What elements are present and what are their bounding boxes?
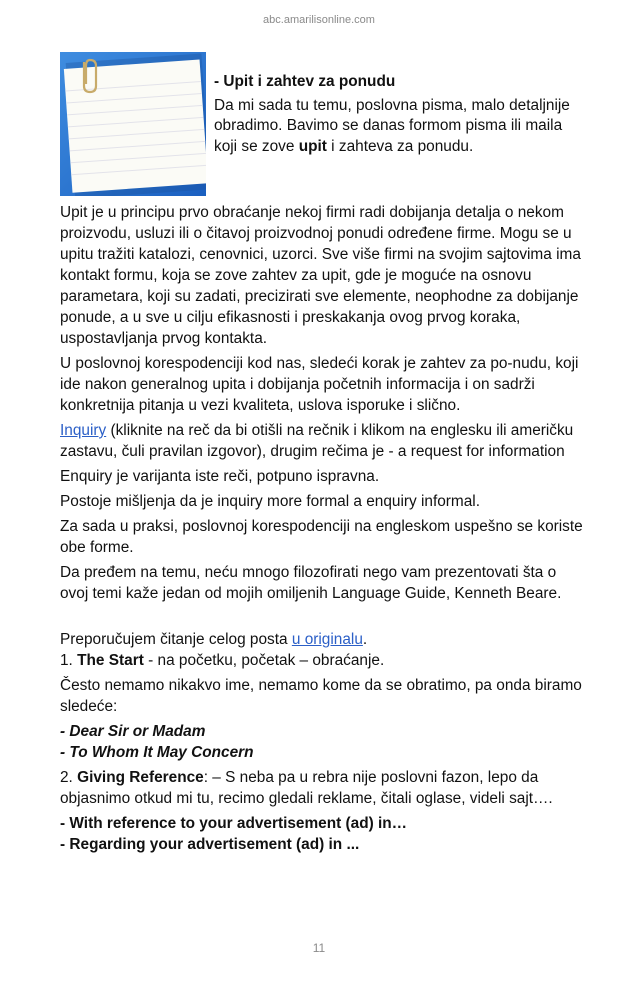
paragraph-7: Da pređem na temu, neću mnogo filozofirati nego vam prezentovati šta o ovoj temi kaže jedan od mojih omiljenih Language Guide, Kenneth Beare. <box>60 564 562 602</box>
sticky-note-icon <box>60 52 206 196</box>
paragraph-1: Upit je u principu prvo obraćanje nekoj firmi radi dobijanja detalja o nekom proizvodu, usluzi ili o čitavoj proizvodnoj ponudi određene firme. Mogu se u upitu tražiti katalozi, cenovnici, uzorci. Sve više firmi na svojim sajtovima ima kontakt formu, koja se zove zahtev za upit, gde je moguće na osnovu parametara, koji su zadati, precizirati sve elemente, neophodne za dobijanje ponude, a u sve u cilju efikasnosti i preskakanja ovog prvog koraka, uspostavljanja prvog kontakta. <box>60 204 581 347</box>
example-4: - Regarding your advertisement (ad) in ... <box>60 836 360 853</box>
intro-block <box>214 72 584 157</box>
example-3: - With reference to your advertisement (ad) in… <box>60 815 408 832</box>
section-2-number: 2. <box>60 769 78 786</box>
paragraph-4: Enquiry je varijanta iste reči, potpuno ispravna. <box>60 468 380 485</box>
section-1-text: - na početku, početak – obraćanje. <box>143 652 385 669</box>
section-1-title: The Start <box>77 652 144 669</box>
inquiry-link[interactable]: Inquiry <box>60 422 107 439</box>
site-header: abc.amarilisonline.com <box>263 14 375 26</box>
paragraph-2: U poslovnoj korespodenciji kod nas, sledeći korak je zahtev za po-nudu, koji ide nakon generalnog upita i dobijanja početnih informacija i on sadrži konkretnija pitanja u vezi kvaliteta, uslova isporuke i slično. <box>60 355 579 414</box>
section-1 <box>60 650 585 671</box>
paragraph-3-text: (kliknite na reč da bi otišli na rečnik i klikom na englesku ili američku zastavu, čuli pravilan izgovor), drugim rečima je - a request for information <box>60 422 574 460</box>
example-2: - To Whom It May Concern <box>60 744 254 761</box>
example-1: - Dear Sir or Madam <box>60 723 206 740</box>
intro-paragraph <box>214 96 584 158</box>
paragraph-5: Postoje mišljenja da je inquiry more formal a enquiry informal. <box>60 493 481 510</box>
section-2-title: Giving Reference <box>77 769 204 786</box>
paragraph-9: Često nemamo nikakvo ime, nemamo kome da se obratimo, pa onda biramo sledeće: <box>60 677 582 715</box>
section-2 <box>60 767 585 809</box>
intro-text-1: Da mi sada tu temu, poslovna pisma, malo detaljnije obradimo. Bavimo se danas formom pisma ili maila koji se zove <box>214 96 570 155</box>
paragraph-8-end: . <box>362 631 368 648</box>
paragraph-3 <box>60 420 585 462</box>
intro-bold-word: upit <box>298 137 327 155</box>
section-2-text: : – S neba pa u rebra nije poslovni fazon, lepo da objasnimo otkud mi tu, recimo gledali reklame, čitali oglase, videli sajt…. <box>60 769 553 807</box>
paragraph-6: Za sada u praksi, poslovnoj korespodenciji na engleskom uspešno se koriste obe forme. <box>60 518 583 556</box>
main-content <box>60 202 585 859</box>
page-number: 11 <box>312 941 326 955</box>
intro-text-2: i zahteva za ponudu. <box>326 137 474 155</box>
paragraph-8-text: Preporučujem čitanje celog posta <box>60 631 292 648</box>
section-heading: - Upit i zahtev za ponudu <box>214 73 396 90</box>
original-post-link[interactable]: u originalu <box>291 631 363 648</box>
paragraph-8 <box>60 629 585 650</box>
section-1-number: 1. <box>60 652 78 669</box>
